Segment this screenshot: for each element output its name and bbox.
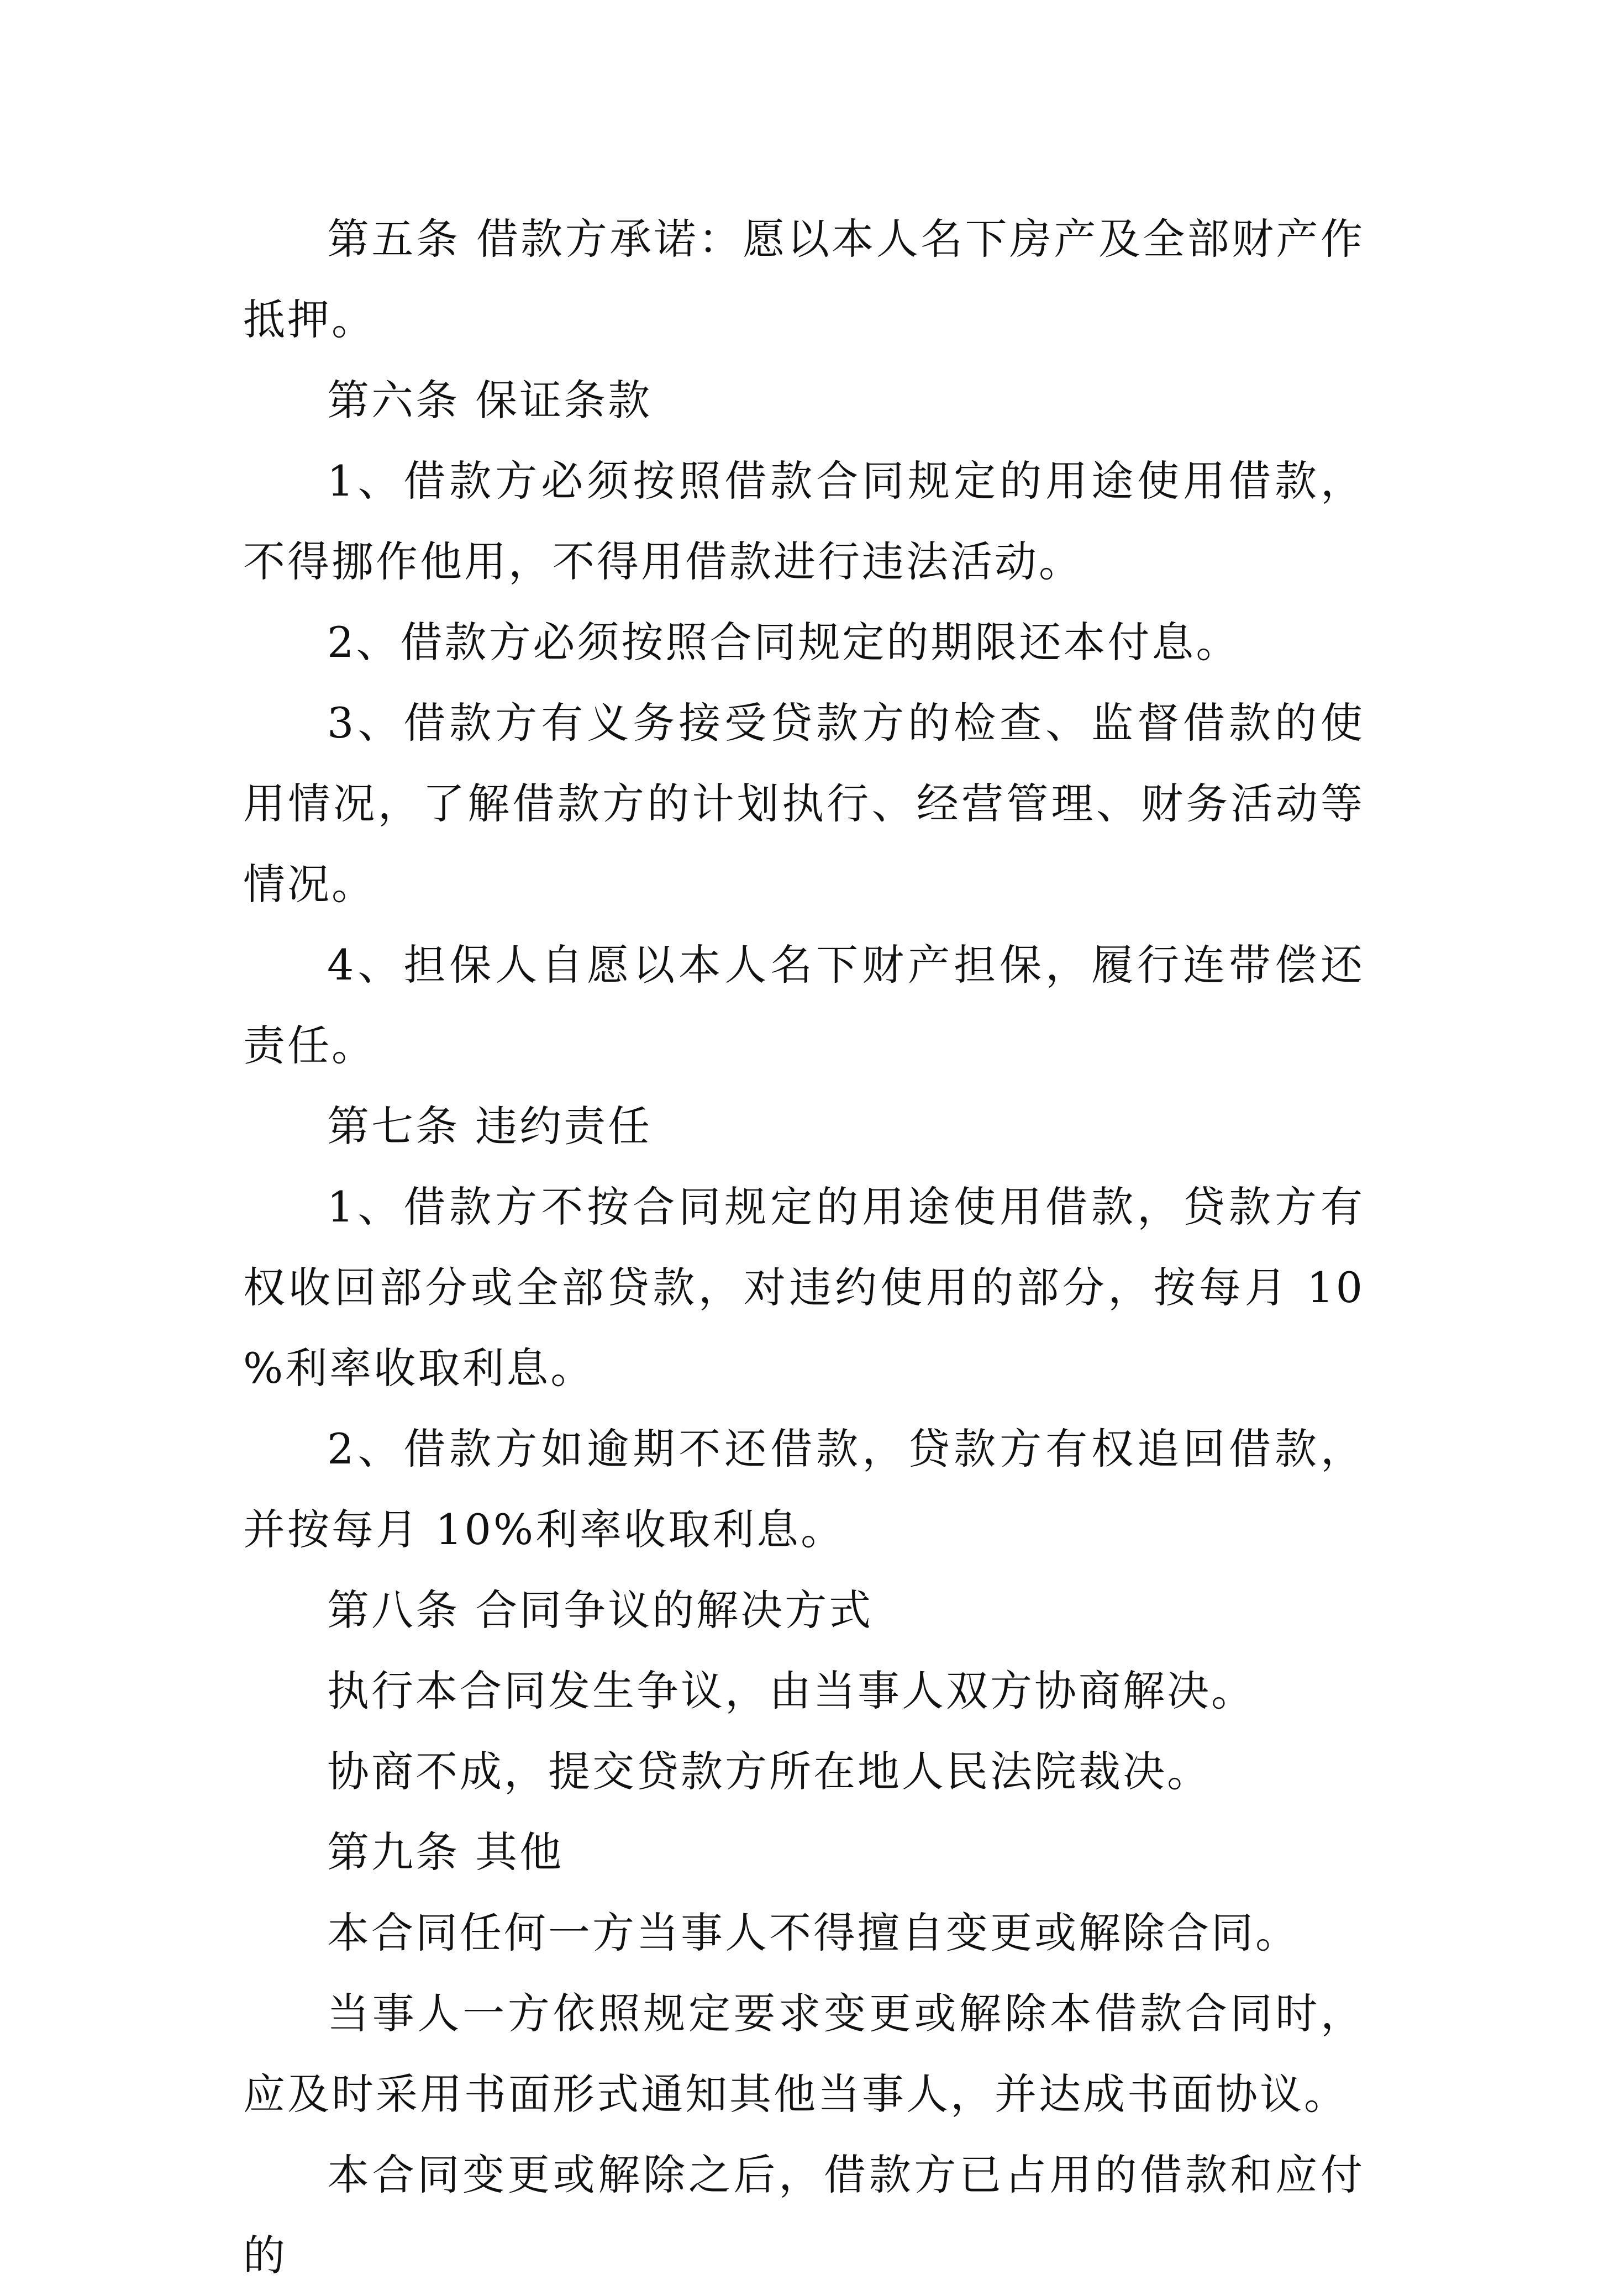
article-7-clause-1: 1、借款方不按合同规定的用途使用借款，贷款方有权收回部分或全部贷款，对违约使用的部分，按每月 10%利率收取利息。: [243, 1182, 1365, 1393]
article-5-paragraph: 第五条 借款方承诺：愿以本人名下房产及全部财产作抵押。: [243, 214, 1365, 344]
article-8-heading: 第八条 合同争议的解决方式: [327, 1586, 874, 1635]
article-6-heading: 第六条 保证条款: [327, 376, 653, 425]
article-8-text-1: 执行本合同发生争议，由当事人双方协商解决。: [327, 1666, 1255, 1715]
article-6-clause-2: 2、借款方必须按照合同规定的期限还本付息。: [327, 618, 1240, 667]
article-6-clause-1: 1、借款方必须按照借款合同规定的用途使用借款，不得挪作他用，不得用借款进行违法活动。: [243, 456, 1365, 586]
article-7-heading: 第七条 违约责任: [327, 1102, 653, 1151]
document-body: [243, 199, 1365, 2296]
article-9-text-1: 本合同任何一方当事人不得擅自变更或解除合同。: [327, 1908, 1300, 1957]
article-6-clause-3: 3、借款方有义务接受贷款方的检查、监督借款的使用情况，了解借款方的计划执行、经营管理、财务活动等情况。: [243, 698, 1365, 909]
article-8-text-2: 协商不成，提交贷款方所在地人民法院裁决。: [327, 1747, 1211, 1796]
article-6-clause-4: 4、担保人自愿以本人名下财产担保，履行连带偿还责任。: [243, 940, 1365, 1070]
article-9-heading: 第九条 其他: [327, 1828, 564, 1877]
article-7-clause-2: 2、借款方如逾期不还借款，贷款方有权追回借款，并按每月 10%利率收取利息。: [243, 1424, 1365, 1554]
article-9-text-2: 当事人一方依照规定要求变更或解除本借款合同时，应及时采用书面形式通知其他当事人，并达成书面协议。: [243, 1989, 1365, 2119]
article-9-text-3: 本合同变更或解除之后，借款方已占用的借款和应付的: [243, 2150, 1365, 2280]
